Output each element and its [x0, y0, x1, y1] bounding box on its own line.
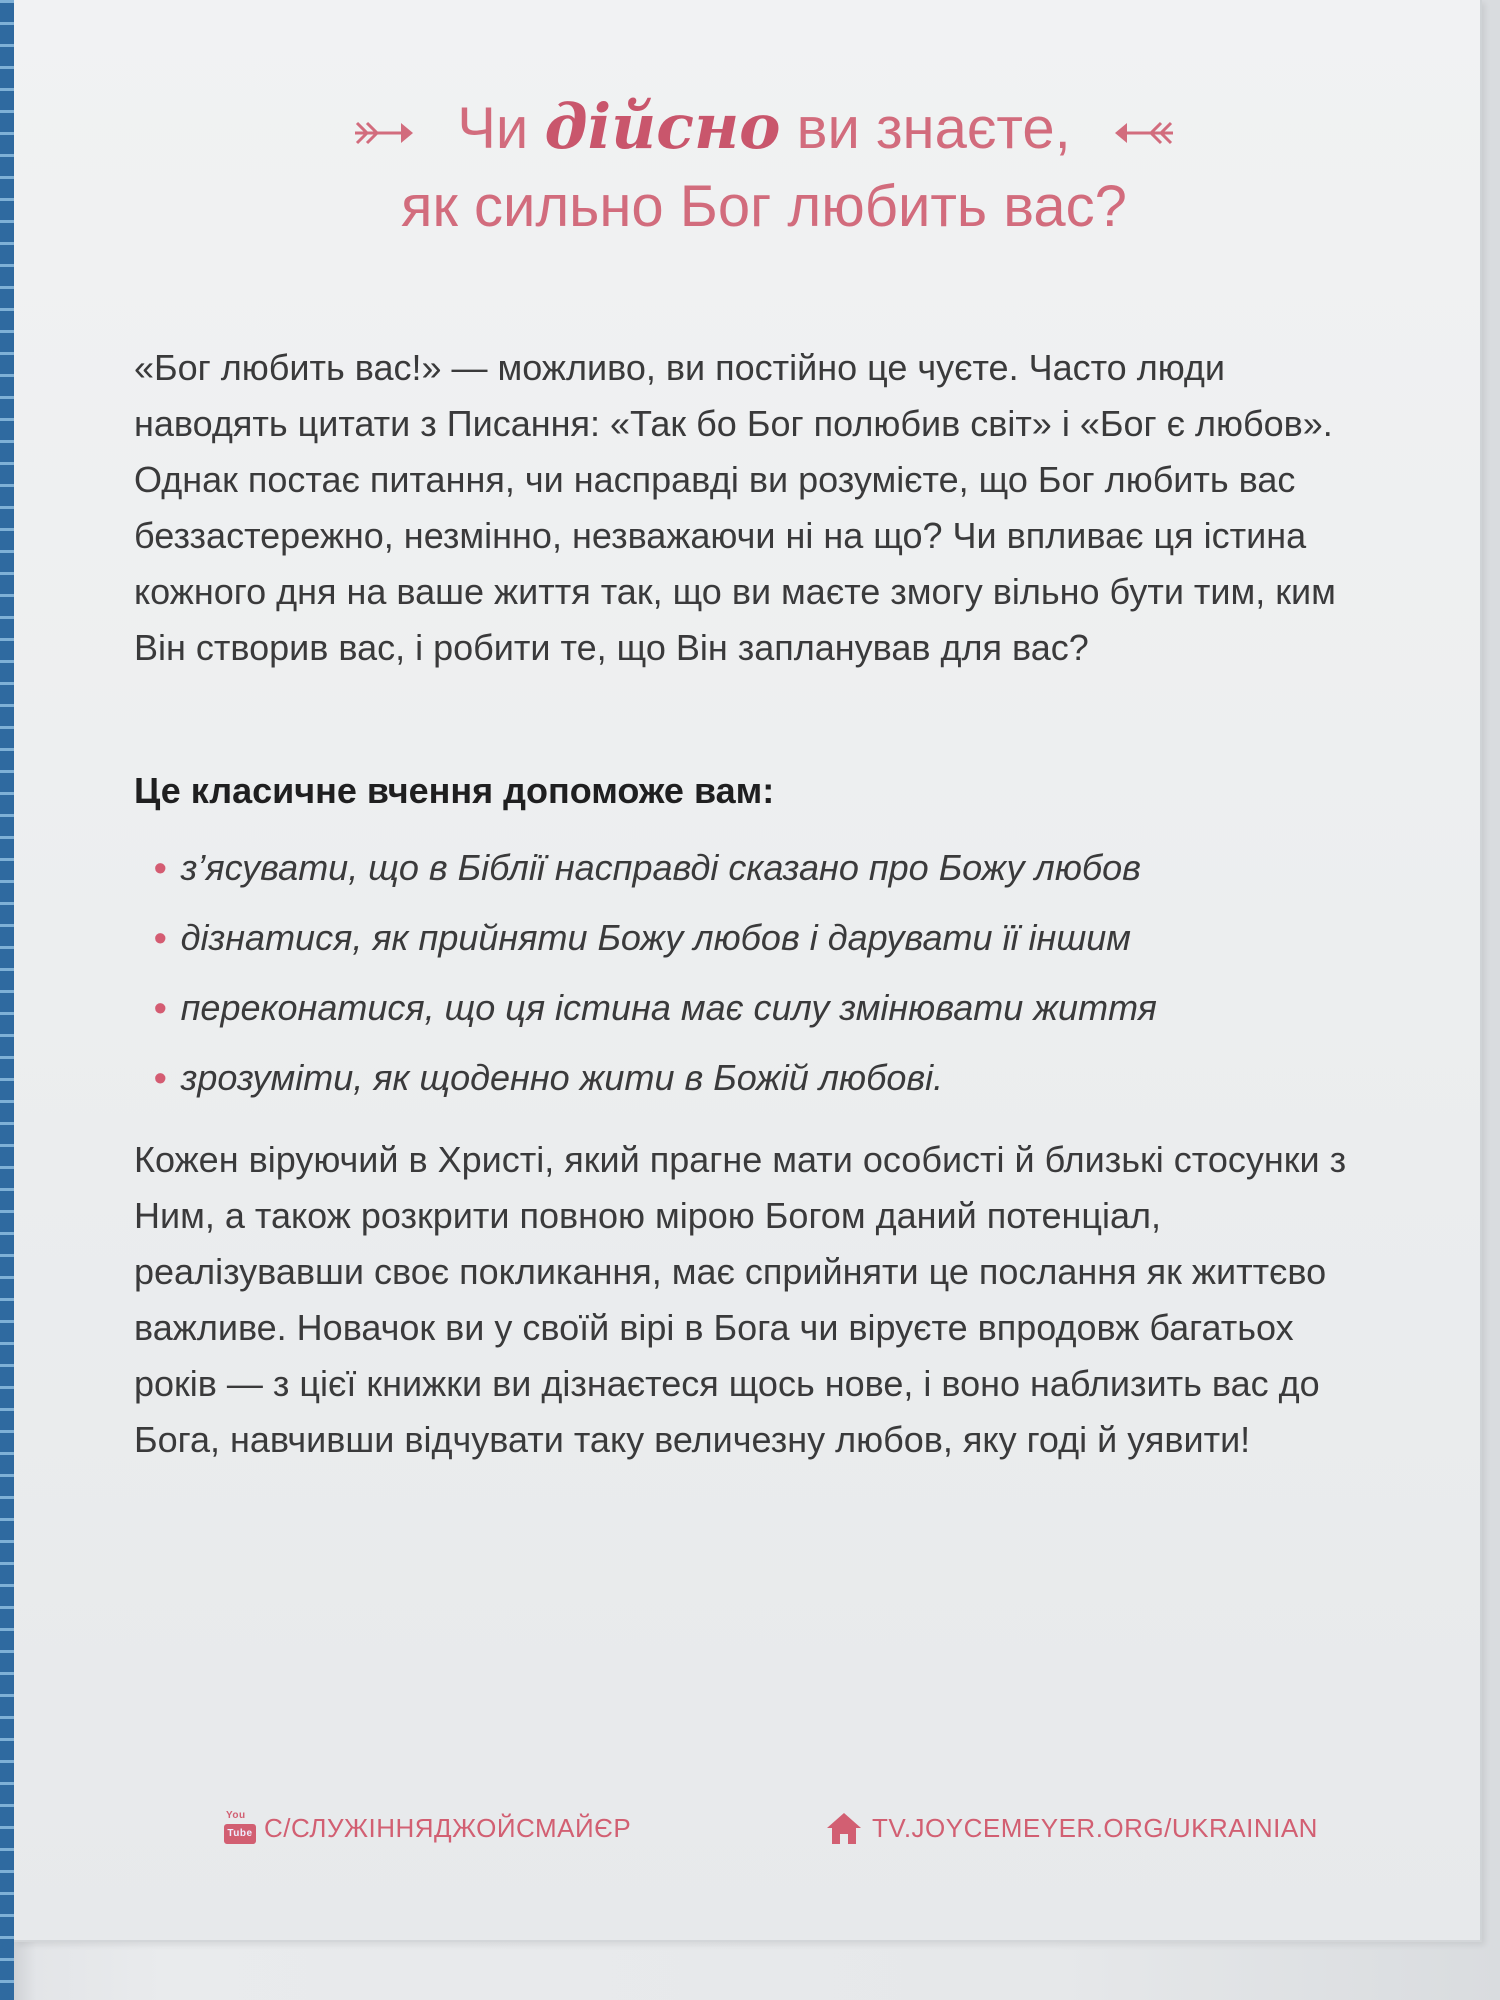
bullet-icon: •	[154, 1057, 167, 1098]
arrow-right-decor-icon	[351, 115, 421, 151]
headline-line-1	[314, 88, 1214, 168]
bullet-icon: •	[154, 847, 167, 888]
list-item	[154, 908, 1414, 978]
list-item-text: переконатися, що ця істина має силу змінювати життя	[180, 987, 1157, 1028]
bullet-icon: •	[154, 987, 167, 1028]
headline-line-2: як сильно Бог любить вас?	[401, 174, 1127, 239]
list-item	[154, 1048, 1414, 1118]
list-item	[154, 978, 1414, 1048]
website-link[interactable]	[824, 1810, 1318, 1846]
youtube-icon	[224, 1810, 256, 1846]
headline-word-post: ви знаєте,	[796, 96, 1071, 161]
subheading: Це класичне вчення допоможе вам:	[134, 770, 775, 811]
headline	[314, 88, 1214, 246]
list-item-text: зрозуміти, як щоденно жити в Божій любові.	[180, 1057, 944, 1098]
youtube-icon-label-top: You	[226, 1810, 246, 1821]
footer	[224, 1810, 1404, 1854]
headline-word-pre: Чи	[457, 96, 529, 161]
list-item-text: з’ясувати, що в Біблії насправді сказано про Божу любов	[180, 847, 1141, 888]
cover-sheet	[14, 0, 1482, 1942]
youtube-channel-text: C/СЛУЖІННЯДЖОЙСМАЙЄР	[264, 1812, 632, 1843]
home-icon	[824, 1810, 864, 1846]
bullet-icon: •	[154, 917, 167, 958]
youtube-icon-label-box: Tube	[224, 1824, 256, 1844]
closing-paragraph: Кожен віруючий в Христі, який прагне мати особисті й близькі стосунки з Ним, а також розкрити повною мірою Богом даний потенціал, реалізувавши своє покликання, має сприйняти це послання як життєво важливе. Новачок ви у своїй вірі в Бога чи віруєте впродовж багатьох років — з цієї книжки ви дізнаєтеся щось нове, і воно наблизить вас до Бога, навчивши відчувати таку величезну любов, яку годі й уявити!	[134, 1139, 1347, 1460]
youtube-link[interactable]	[224, 1810, 631, 1846]
book-back-cover-page	[14, 0, 1500, 2000]
benefits-list	[154, 838, 1414, 1118]
website-url-text: TV.JOYCEMEYER.ORG/UKRAINIAN	[872, 1812, 1318, 1843]
list-item-text: дізнатися, як прийняти Божу любов і дарувати її іншим	[180, 917, 1131, 958]
intro-paragraph: «Бог любить вас!» — можливо, ви постійно це чуєте. Часто люди наводять цитати з Писання: «Так бо Бог полюбив світ» і «Бог є любов». Однак постає питання, чи насправді ви розумієте, що Бог любить вас беззастережно, незмінно, незважаючи ні на що? Чи впливає ця істина кожного дня на ваше життя так, що ви маєте змогу вільно бути тим, ким Він створив вас, і робити те, що Він запланував для вас?	[134, 347, 1336, 668]
list-item	[154, 838, 1414, 908]
headline-emphasis: дійсно	[544, 90, 781, 163]
arrow-left-decor-icon	[1107, 115, 1177, 151]
